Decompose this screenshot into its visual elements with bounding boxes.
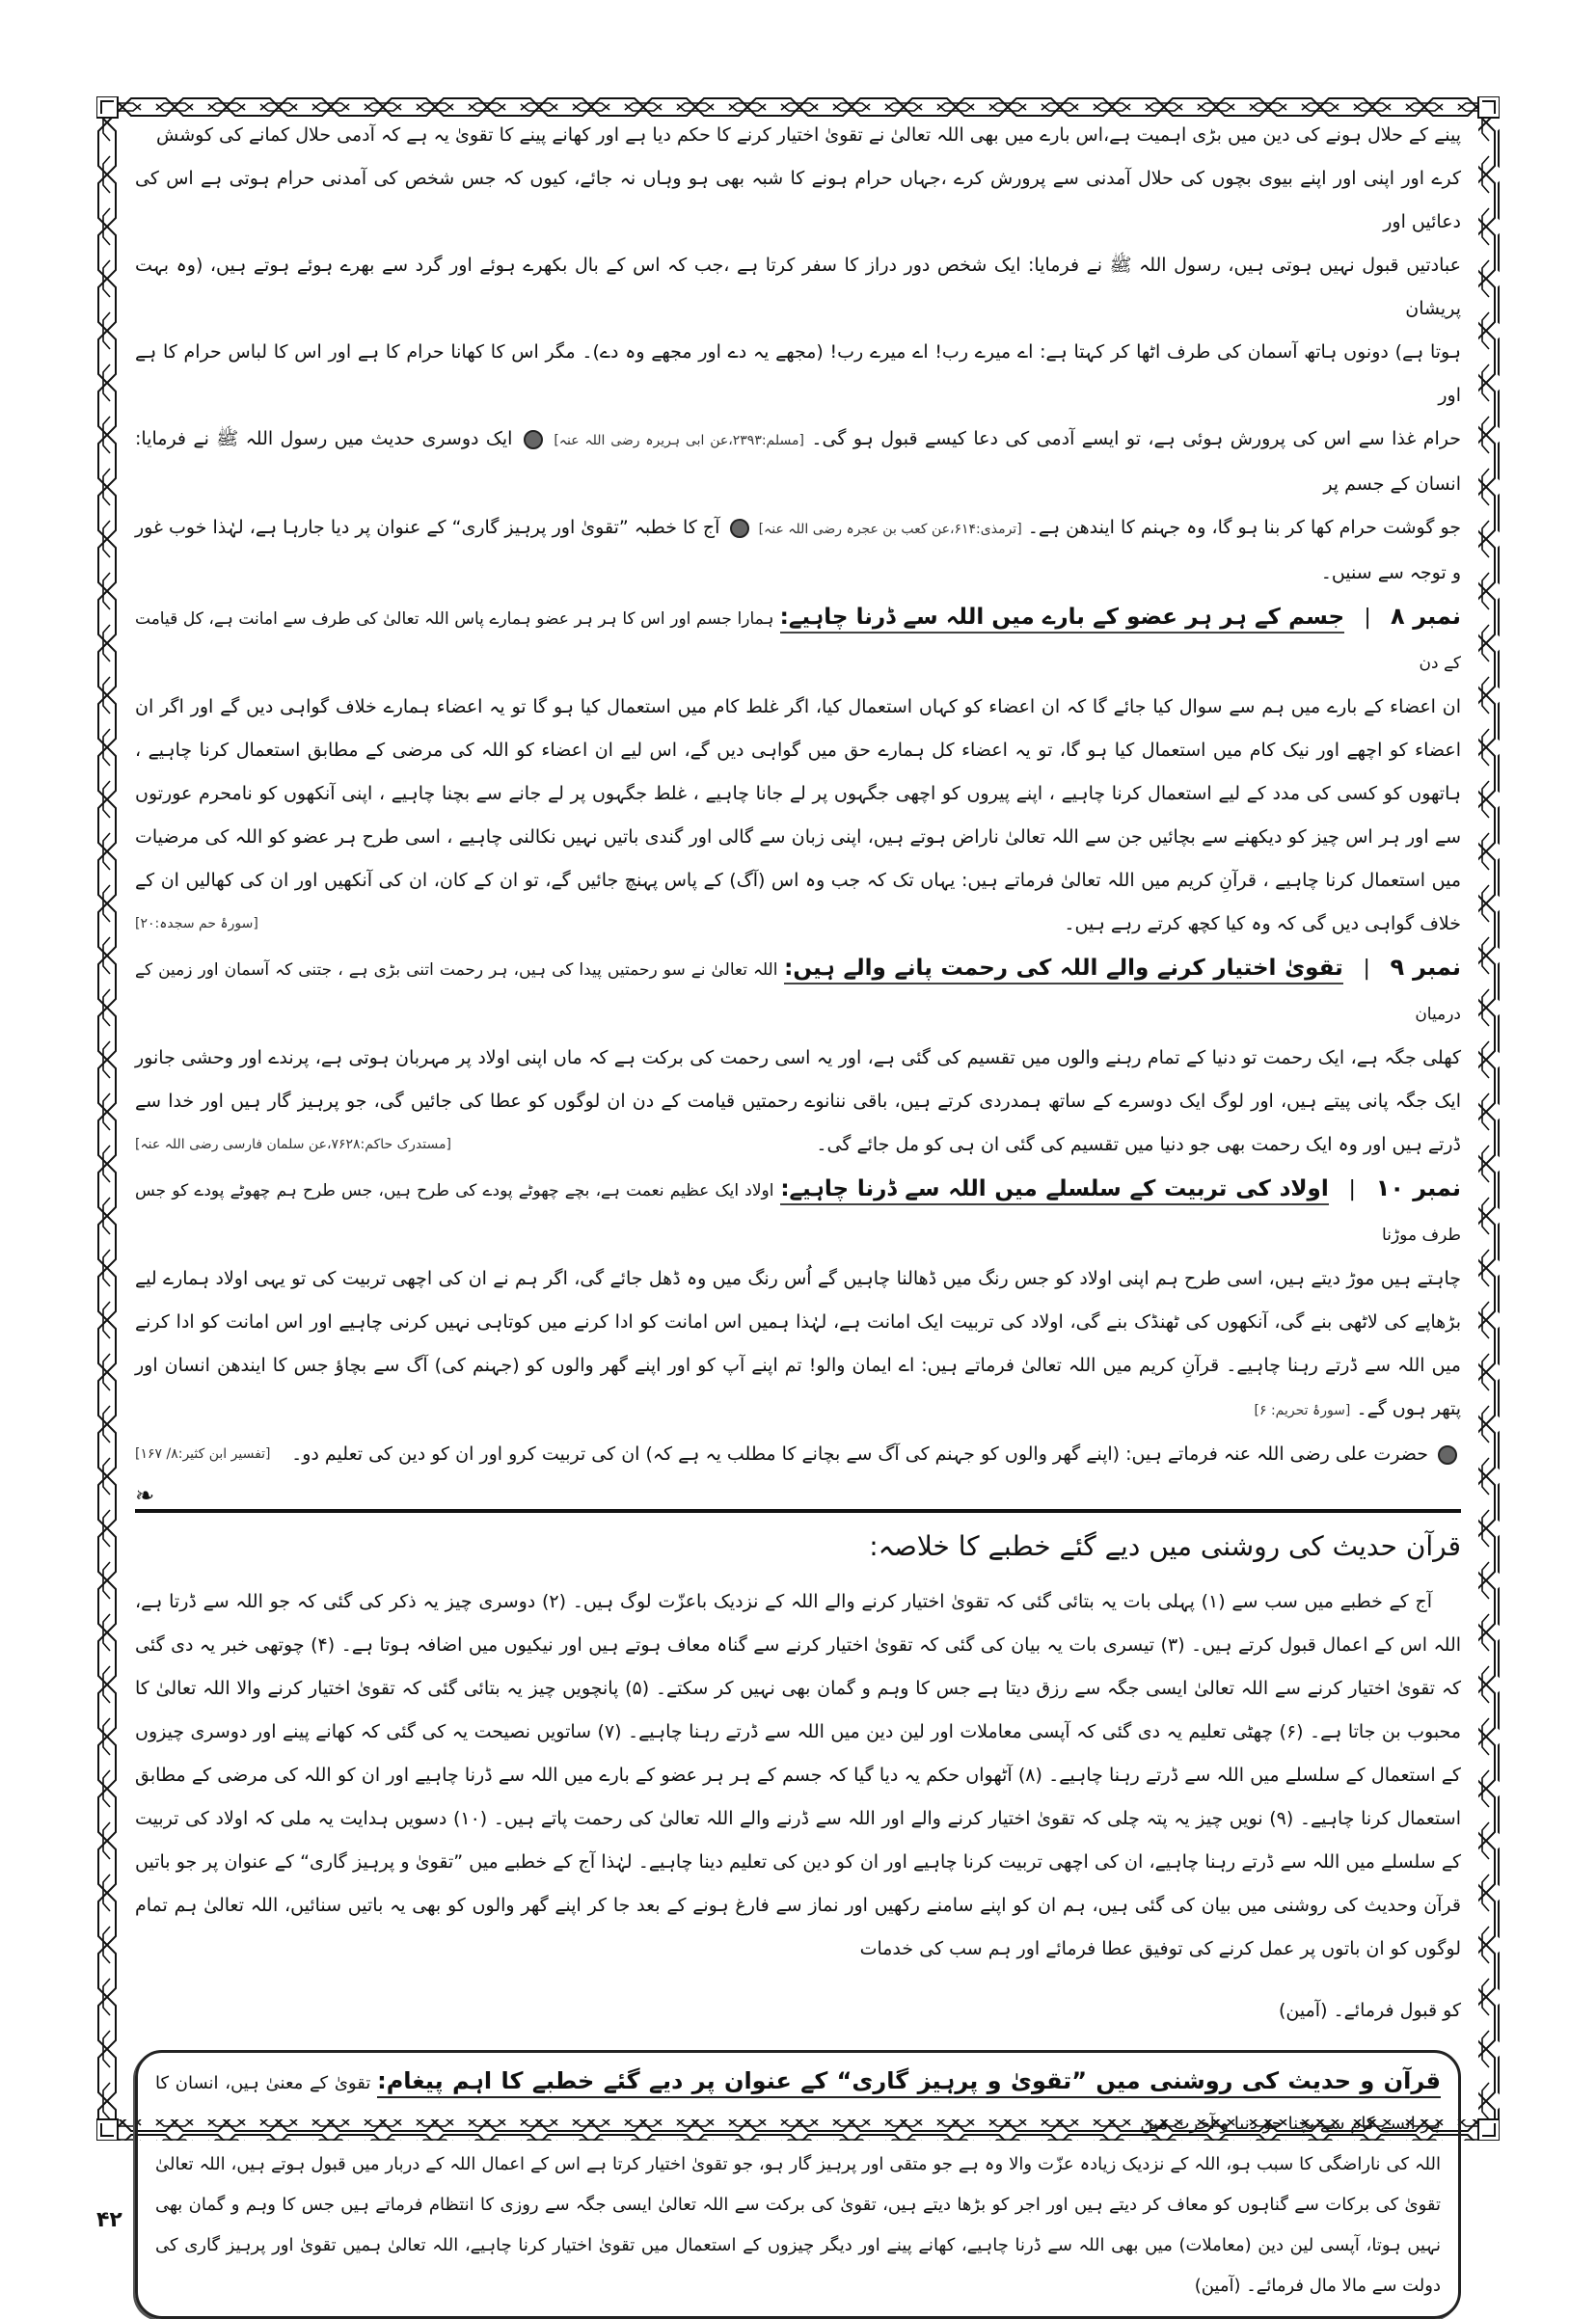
section-divider bbox=[135, 1480, 1461, 1519]
separator-bar: | bbox=[1363, 957, 1370, 981]
section-title: اولاد کی تربیت کے سلسلے میں اللہ سے ڈرنا چاہیے: bbox=[780, 1176, 1328, 1205]
reference: [مستدرک حاکم:۷۶۲۸،عن سلمان فارسی رضی اللہ عنہ] bbox=[135, 1137, 451, 1152]
section-body bbox=[135, 686, 1461, 946]
intro-text: حرام غذا سے اس کی پرورش ہوئی ہے، تو ایسے آدمی کی دعا کیسے قبول ہو گی۔ bbox=[811, 428, 1461, 449]
summary-section bbox=[135, 1530, 1461, 2033]
intro-line: ہوتا ہے) دونوں ہاتھ آسمان کی طرف اٹھا کر کہتا ہے: اے میرے رب! اے میرے رب! (مجھے یہ دے اور مجھے وہ دے)۔ مگر اس کا کھانا حرام کا ہے اور اس کا لباس حرام کا ہے اور bbox=[135, 341, 1461, 406]
intro-text: ایک دوسری حدیث میں رسول اللہ ﷺ نے فرمایا: انسان کے جسم پر bbox=[135, 428, 1461, 495]
intro-block bbox=[135, 114, 1461, 595]
section-lead: اللہ تعالیٰ نے سو رحمتیں پیدا کی ہیں، ہر رحمت اتنی بڑی ہے ، جتنی کہ آسمان اور زمین کے درمیان bbox=[135, 960, 1461, 1024]
flourish-icon: ❧ bbox=[135, 1482, 155, 1509]
section-body-text: چاہتے ہیں موڑ دیتے ہیں، اسی طرح ہم اپنی اولاد کو جس رنگ میں ڈھالنا چاہیں گے اُس رنگ میں وہ ڈھل جائے گی، اگر ہم نے ان کی اچھی تربیت کی تو یہی اولاد ہمارے لیے بڑھاپے کی لاٹھی بنے گی، آنکھوں کی ٹھنڈک بنے گی، اولاد کی تربیت ایک امانت ہے، لہٰذا ہمیں اس امانت کو ادا کرنے میں کوتاہی نہیں کرنی چاہیے اور اس امانت کو ادا کرنے میں اللہ سے ڈرتے رہنا چاہیے۔ قرآنِ کریم میں اللہ تعالیٰ فرماتے ہیں: اے ایمان والو! تم اپنے آپ کو اور اپنے گھر والوں کو (جہنم کی) آگ سے بچاؤ جس کا ایندھن انسان اور پتھر ہوں گے۔ bbox=[135, 1268, 1461, 1419]
section-number: نمبر ۹ bbox=[1390, 954, 1461, 981]
reference: [سورۂ حم سجدہ:۲۰] bbox=[135, 916, 258, 931]
section-extra-text: حضرت علی رضی اللہ عنہ فرماتے ہیں: (اپنے گھر والوں کو جہنم کی آگ سے بچانے کا مطلب یہ ہے کہ) ان کی تربیت کرو اور ان کو دین کی تعلیم دو۔ bbox=[291, 1443, 1428, 1465]
section-heading bbox=[135, 595, 1461, 686]
section-body bbox=[135, 1037, 1461, 1167]
section-title: جسم کے ہر ہر عضو کے بارے میں اللہ سے ڈرنا چاہیے: bbox=[780, 605, 1344, 634]
section-10 bbox=[135, 1167, 1461, 1476]
page-number: ۴۲ bbox=[96, 2208, 122, 2232]
intro-line: عبادتیں قبول نہیں ہوتی ہیں، رسول اللہ ﷺ نے فرمایا: ایک شخص دور دراز کا سفر کرتا ہے ،جب کہ اس کے بال بکھرے ہوئے اور گرد سے بھرے ہوئے ہوتے ہیں، (وہ بہت پریشان bbox=[135, 255, 1461, 319]
section-lead: اولاد ایک عظیم نعمت ہے، بچے چھوٹے پودے کی طرح ہیں، جس طرح ہم چھوٹے پودے کو جس طرف موڑنا bbox=[135, 1181, 1461, 1245]
section-extra bbox=[135, 1433, 1461, 1476]
message-box bbox=[135, 2050, 1461, 2319]
summary-body: آج کے خطبے میں سب سے (۱) پہلی بات یہ بتائی گئی کہ تقویٰ اختیار کرنے والے اللہ کے نزدیک باعزّت لوگ ہیں۔ (۲) دوسری چیز یہ ذکر کی گئی کہ جو اللہ سے ڈرتا ہے، اللہ اس کے اعمال قبول کرتے ہیں۔ (۳) تیسری بات یہ بیان کی گئی کہ تقویٰ اختیار کرنے سے گناہ معاف ہوتے ہیں اور نیکیوں میں اضافہ ہوتا ہے۔ (۴) چوتھی خبر یہ دی گئی کہ تقویٰ اختیار کرنے سے اللہ تعالیٰ ایسی جگہ سے رزق دیتا ہے جس کا وہم و گمان بھی نہیں کر سکتے۔ (۵) پانچویں چیز یہ بتائی گئی کہ تقویٰ اختیار کرنے والا اللہ تعالیٰ کا محبوب بن جاتا ہے۔ (۶) چھٹی تعلیم یہ دی گئی کہ آپسی معاملات اور لین دین میں اللہ سے ڈرتے رہنا چاہیے۔ (۷) ساتویں نصیحت یہ کی گئی کہ کھانے پینے اور دوسری چیزوں کے استعمال کے سلسلے میں اللہ سے ڈرتے رہنا چاہیے۔ (۸) آٹھواں حکم یہ دیا گیا کہ جسم کے ہر ہر عضو کے بارے میں اللہ سے ڈرنا چاہیے اور ان کو اللہ کی مرضی کے مطابق استعمال کرنا چاہیے۔ (۹) نویں چیز یہ پتہ چلی کہ تقویٰ اختیار کرنے والے اور اللہ سے ڈرنے والے اللہ تعالیٰ کی رحمت پاتے ہیں۔ (۱۰) دسویں ہدایت یہ ملی کہ اولاد کی تربیت کے سلسلے میں اللہ سے ڈرتے رہنا چاہیے، ان کی اچھی تربیت کرنا چاہیے اور ان کو دین کی تعلیم دینا چاہیے۔ لہٰذا آج کے خطبے میں ”تقویٰ و پرہیز گاری“ کے عنوان پر جو باتیں قرآن وحدیث کی روشنی میں بیان کی گئی ہیں، ہم ان کو اپنے سامنے رکھیں اور نماز سے فارغ ہونے کے بعد جا کر اپنے گھر والوں کو بھی یہ باتیں سنائیں، اللہ تعالیٰ ہم تمام لوگوں کو ان باتوں پر عمل کرنے کی توفیق عطا فرمائے اور ہم سب کی خدمات bbox=[135, 1591, 1462, 1959]
summary-closing: کو قبول فرمائے۔ (آمین) bbox=[1279, 2000, 1461, 2021]
message-title: قرآن و حدیث کی روشنی میں ”تقویٰ و پرہیز گاری“ کے عنوان پر دیے گئے خطبے کا اہم پیغام: bbox=[377, 2067, 1441, 2098]
section-heading bbox=[135, 946, 1461, 1037]
summary-title: قرآن حدیث کی روشنی میں دیے گئے خطبے کا خلاصہ: bbox=[869, 1530, 1461, 1562]
reference: [سورۂ تحریم: ۶] bbox=[1254, 1403, 1351, 1418]
citation: [مسلم:۲۳۹۳،عن ابی ہریرہ رضی اللہ عنہ] bbox=[554, 433, 804, 448]
page-content bbox=[135, 114, 1462, 2296]
circle-bullet-icon bbox=[730, 519, 749, 538]
section-body-text: کھلی جگہ ہے، ایک رحمت تو دنیا کے تمام رہنے والوں میں تقسیم کی گئی ہے، اور یہ اسی رحمت کی برکت ہے کہ ماں اپنی اولاد پر مہربان ہوتی ہے، پرندے اور وحشی جانور ایک جگہ پانی پیتے ہیں، اور لوگ ایک دوسرے کے ساتھ ہمدردی کرتے ہیں، باقی ننانوے رحمتیں قیامت کے دن ان لوگوں کو عطا کی جائیں گی، جو پرہیز گار ہیں اور خدا سے ڈرتے ہیں اور وہ ایک رحمت بھی جو دنیا میں تقسیم کی گئی ان ہی کو مل جائے گی۔ bbox=[135, 1047, 1461, 1155]
intro-line bbox=[135, 418, 1461, 506]
message-heading bbox=[155, 2061, 1441, 2144]
separator-bar: | bbox=[1364, 606, 1371, 630]
circle-bullet-icon bbox=[1438, 1445, 1457, 1465]
intro-text: جو گوشت حرام کھا کر بنا ہو گا، وہ جہنم کا ایندھن ہے۔ bbox=[1027, 517, 1462, 538]
section-body bbox=[135, 1257, 1461, 1433]
intro-line: کرے اور اپنی اور اپنے بیوی بچوں کی حلال آمدنی سے پرورش کرے ،جہاں حرام ہونے کا شبہ بھی ہو وہاں نہ جائے، کیوں کہ جس شخص کی آمدنی حرام ہوتی ہے اس کی دعائیں اور bbox=[135, 168, 1461, 232]
reference: [تفسیر ابن کثیر:۸/ ۱۶۷] bbox=[135, 1446, 271, 1462]
section-body-text: ان اعضاء کے بارے میں ہم سے سوال کیا جائے گا کہ ان اعضاء کو کہاں استعمال کیا، اگر غلط کام میں استعمال کیا ہو گا تو یہ اعضاء ہمارے خلاف گواہی دیں گے اور اگر ان اعضاء کو اچھے اور نیک کام میں استعمال کیا ہو گا، تو یہ اعضاء کل ہمارے حق میں گواہی دیں گے، اس لیے ان اعضاء کو اللہ کی مرضی کے مطابق استعمال کرنا چاہیے ، ہاتھوں کو کسی کی مدد کے لیے استعمال کرنا چاہیے ، اپنے پیروں کو اچھی جگہوں پر لے جانا چاہیے ، غلط جگہوں پر لے جانے سے بچنا چاہیے ، اپنی آنکھوں کو نامحرم عورتوں سے اور ہر اس چیز کو دیکھنے سے بچائیں جن سے اللہ تعالیٰ ناراض ہوتے ہیں، اپنی زبان سے گالی اور گندی باتیں نہیں نکالنی چاہیے ، اسی طرح ہر عضو کو اللہ کی مرضیات میں استعمال کرنا چاہیے ، قرآنِ کریم میں اللہ تعالیٰ فرماتے ہیں: یہاں تک کہ جب وہ اس (آگ) کے پاس پہنچ جائیں گے، تو ان کے کان، ان کی آنکھیں اور ان کی کھالیں ان کے خلاف گواہی دیں گی کہ وہ کیا کچھ کرتے رہے ہیں۔ bbox=[135, 696, 1461, 934]
section-heading bbox=[135, 1167, 1461, 1257]
divider-rule bbox=[135, 1509, 1461, 1513]
section-title: تقویٰ اختیار کرنے والے اللہ کی رحمت پانے والے ہیں: bbox=[784, 956, 1343, 984]
section-lead: ہمارا جسم اور اس کا ہر ہر عضو ہمارے پاس اللہ تعالیٰ کی طرف سے امانت ہے، کل قیامت کے دن bbox=[135, 609, 1461, 673]
section-number: نمبر ۸ bbox=[1391, 603, 1462, 630]
separator-bar: | bbox=[1348, 1177, 1356, 1201]
section-number: نمبر ۱۰ bbox=[1375, 1174, 1462, 1201]
message-body: اللہ کی ناراضگی کا سبب ہو، اللہ کے نزدیک زیادہ عزّت والا وہ ہے جو متقی اور پرہیز گار ہو، جو تقویٰ اختیار کرتا ہے اس کے اعمال اللہ کے دربار میں قبول ہوتے ہیں، اللہ تعالیٰ تقویٰ کی برکات سے گناہوں کو معاف کر دیتے ہیں اور اجر کو بڑھا دیتے ہیں، تقویٰ کی برکت سے اللہ تعالیٰ ایسی جگہ سے روزی کا انتظام فرماتے ہیں جس کا وہم و گمان بھی نہیں ہوتا، آپسی لین دین (معاملات) میں بھی اللہ سے ڈرنا چاہیے، کھانے پینے اور دیگر چیزوں کے استعمال میں تقویٰ اختیار کرنا چاہیے، اللہ تعالیٰ ہمیں تقویٰ اور پرہیز گاری کی دولت سے مالا مال فرمائے۔ (آمین) bbox=[155, 2154, 1441, 2296]
intro-line: پینے کے حلال ہونے کی دین میں بڑی اہمیت ہے،اس بارے میں بھی اللہ تعالیٰ نے تقویٰ اختیار کرنے کا حکم دیا ہے اور کھانے پینے کا تقویٰ یہ ہے کہ آدمی حلال کمانے کی کوشش bbox=[156, 124, 1461, 146]
section-9 bbox=[135, 946, 1461, 1167]
section-8 bbox=[135, 595, 1461, 946]
message-lead: تقویٰ کے معنیٰ ہیں، انسان کا ہر ایسے کام سے بچنا جو دنیا و آخرت میں bbox=[155, 2073, 1441, 2134]
intro-text: آج کا خطبہ ”تقویٰ اور پرہیز گاری“ کے عنوان پر دیا جارہا ہے، لہٰذا خوب غور و توجہ سے سنیں۔ bbox=[135, 517, 1461, 583]
circle-bullet-icon bbox=[524, 430, 543, 449]
intro-line bbox=[135, 506, 1461, 595]
citation: [ترمذی:۶۱۴،عن کعب بن عجرہ رضی اللہ عنہ] bbox=[758, 522, 1022, 537]
